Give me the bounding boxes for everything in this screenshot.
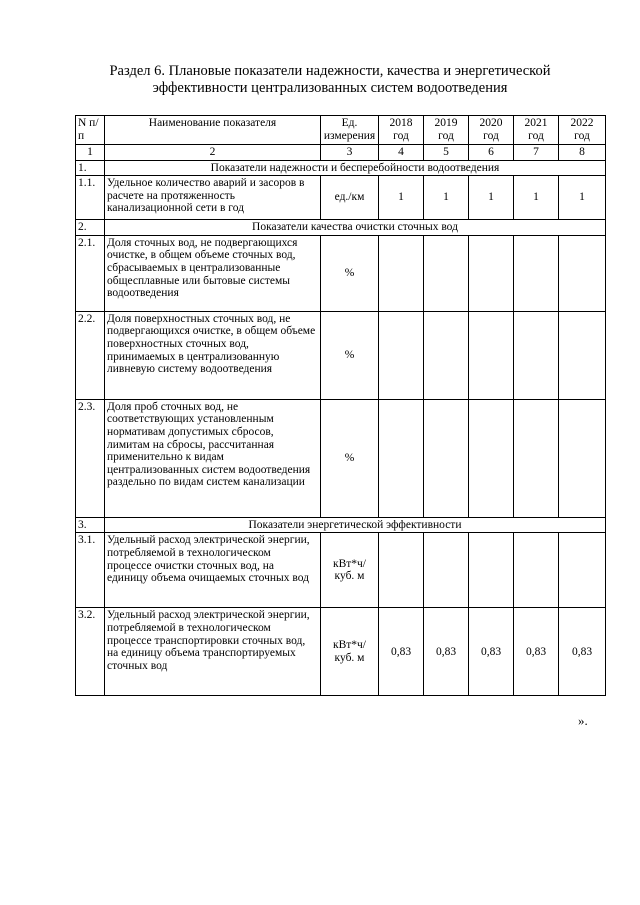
section-num: 1. [76, 160, 105, 176]
row-name: Удельный расход электрической энергии, потребляемой в технологическом процессе транспортировки сточных вод, на единицу объема транспортируемых сточных вод [105, 608, 321, 696]
row-value-2018: 1 [379, 176, 424, 220]
row-value-2018 [379, 235, 424, 311]
table-row [76, 399, 606, 517]
section-row-1 [76, 160, 606, 176]
row-value-2022: 0,83 [559, 608, 606, 696]
closing-quote: ». [578, 713, 588, 728]
section-title: Показатели энергетической эффективности [105, 517, 606, 533]
colnum-6: 6 [469, 145, 514, 161]
column-numbers-row [76, 145, 606, 161]
row-value-2020 [469, 399, 514, 517]
row-value-2019 [424, 399, 469, 517]
row-value-2021: 0,83 [514, 608, 559, 696]
row-value-2022 [559, 311, 606, 399]
row-value-2018 [379, 399, 424, 517]
header-year-2020: 2020 год [469, 116, 514, 145]
table-row [76, 176, 606, 220]
row-value-2020: 0,83 [469, 608, 514, 696]
row-num: 3.2. [76, 608, 105, 696]
row-value-2019: 0,83 [424, 608, 469, 696]
colnum-3: 3 [321, 145, 379, 161]
table-row [76, 608, 606, 696]
row-value-2021: 1 [514, 176, 559, 220]
row-num: 1.1. [76, 176, 105, 220]
table-row [76, 311, 606, 399]
row-value-2021 [514, 311, 559, 399]
row-value-2019: 1 [424, 176, 469, 220]
row-name: Доля проб сточных вод, не соответствующих установленным нормативам допустимых сбросов, лимитам на сбросы, рассчитанная применительно к видам централизованных систем водоотведения раздельно по видам систем канализации [105, 399, 321, 517]
row-value-2020 [469, 311, 514, 399]
row-value-2022: 1 [559, 176, 606, 220]
row-value-2018 [379, 533, 424, 608]
header-unit: Ед. измерения [321, 116, 379, 145]
row-num: 2.3. [76, 399, 105, 517]
row-name: Доля поверхностных сточных вод, не подвергающихся очистке, в общем объеме поверхностных сточных вод, принимаемых в централизованную ливневую систему водоотведения [105, 311, 321, 399]
header-year-2022: 2022 год [559, 116, 606, 145]
row-unit: % [321, 399, 379, 517]
row-value-2022 [559, 399, 606, 517]
table-row [76, 533, 606, 608]
row-num: 2.2. [76, 311, 105, 399]
row-value-2020 [469, 533, 514, 608]
colnum-2: 2 [105, 145, 321, 161]
header-row [76, 116, 606, 145]
row-value-2019 [424, 533, 469, 608]
colnum-4: 4 [379, 145, 424, 161]
row-num: 3.1. [76, 533, 105, 608]
row-value-2018: 0,83 [379, 608, 424, 696]
row-unit: % [321, 311, 379, 399]
indicators-table [75, 115, 606, 696]
table-row [76, 235, 606, 311]
colnum-7: 7 [514, 145, 559, 161]
section-title [60, 63, 600, 97]
row-value-2020: 1 [469, 176, 514, 220]
row-value-2018 [379, 311, 424, 399]
row-unit: кВт*ч/ куб. м [321, 608, 379, 696]
row-value-2021 [514, 399, 559, 517]
section-title-line-1: Раздел 6. Плановые показатели надежности, качества и энергетической [109, 63, 551, 79]
row-value-2021 [514, 235, 559, 311]
section-row-3 [76, 517, 606, 533]
section-num: 3. [76, 517, 105, 533]
row-value-2021 [514, 533, 559, 608]
colnum-5: 5 [424, 145, 469, 161]
colnum-1: 1 [76, 145, 105, 161]
row-value-2019 [424, 311, 469, 399]
section-num: 2. [76, 220, 105, 236]
row-unit: ед./км [321, 176, 379, 220]
section-title-line-2: эффективности централизованных систем водоотведения [152, 80, 508, 96]
row-name: Доля сточных вод, не подвергающихся очистке, в общем объеме сточных вод, сбрасываемых в централизованные общесплавные или бытовые системы водоотведения [105, 235, 321, 311]
row-value-2020 [469, 235, 514, 311]
row-unit: % [321, 235, 379, 311]
row-unit: кВт*ч/ куб. м [321, 533, 379, 608]
header-name: Наименование показателя [105, 116, 321, 145]
colnum-8: 8 [559, 145, 606, 161]
header-year-2021: 2021 год [514, 116, 559, 145]
row-name: Удельное количество аварий и засоров в расчете на протяженность канализационной сети в год [105, 176, 321, 220]
row-value-2019 [424, 235, 469, 311]
row-value-2022 [559, 235, 606, 311]
row-name: Удельный расход электрической энергии, потребляемой в технологическом процессе очистки сточных вод, на единицу объема очищаемых сточных вод [105, 533, 321, 608]
section-title: Показатели надежности и бесперебойности водоотведения [105, 160, 606, 176]
section-row-2 [76, 220, 606, 236]
header-year-2019: 2019 год [424, 116, 469, 145]
section-title: Показатели качества очистки сточных вод [105, 220, 606, 236]
header-year-2018: 2018 год [379, 116, 424, 145]
row-num: 2.1. [76, 235, 105, 311]
header-num: N п/п [76, 116, 105, 145]
row-value-2022 [559, 533, 606, 608]
